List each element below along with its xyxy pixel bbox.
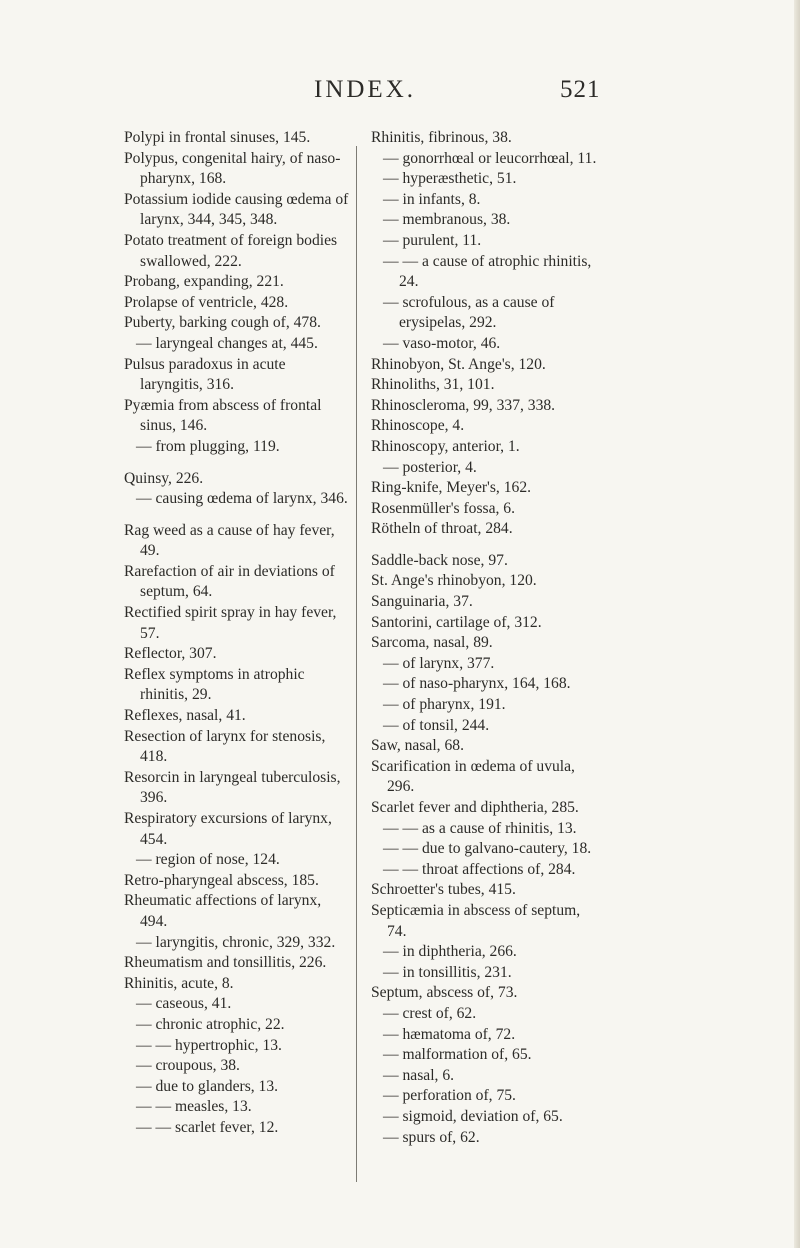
- index-subentry: — malformation of, 65.: [383, 1046, 532, 1064]
- index-entry: Saw, nasal, 68.: [371, 737, 464, 755]
- page-number: 521: [560, 76, 601, 103]
- index-subentry: — of naso-pharynx, 164, 168.: [383, 675, 571, 693]
- index-entry: Rarefaction of air in deviations of septum, 64.: [124, 562, 335, 601]
- index-subentry: — hæmatoma of, 72.: [383, 1025, 516, 1043]
- index-entry: Pyæmia from abscess of frontal sinus, 146.: [124, 396, 322, 435]
- index-entry: Rötheln of throat, 284.: [371, 520, 513, 538]
- index-subentry: — — a cause of atrophic rhinitis, 24.: [383, 252, 592, 291]
- column-divider: [356, 146, 357, 1182]
- index-subentry: — purulent, 11.: [383, 231, 482, 249]
- index-subentry: — causing œdema of larynx, 346.: [136, 490, 348, 508]
- index-subentry: — — due to galvano-cautery, 18.: [383, 840, 592, 858]
- index-subentry: — — hypertrophic, 13.: [136, 1036, 282, 1054]
- index-subentry: — of tonsil, 244.: [383, 716, 490, 734]
- index-entry: Rheumatism and tonsillitis, 226.: [124, 954, 327, 972]
- index-entry: Potato treatment of foreign bodies swallowed, 222.: [124, 231, 338, 270]
- index-entry: Rhinoscopy, anterior, 1.: [371, 437, 520, 455]
- index-subentry: — perforation of, 75.: [383, 1087, 516, 1105]
- index-subentry: — region of nose, 124.: [136, 851, 280, 869]
- index-subentry: — croupous, 38.: [136, 1057, 240, 1075]
- index-subentry: — spurs of, 62.: [383, 1128, 480, 1146]
- index-entry: Rectified spirit spray in hay fever, 57.: [124, 604, 337, 642]
- index-entry: Ring-knife, Meyer's, 162.: [371, 479, 532, 497]
- index-subentry: — due to glanders, 13.: [136, 1077, 279, 1095]
- index-subentry: — crest of, 62.: [383, 1004, 477, 1022]
- index-entry: Probang, expanding, 221.: [124, 273, 284, 291]
- index-entry: Prolapse of ventricle, 428.: [124, 293, 289, 311]
- index-subentry: — chronic atrophic, 22.: [136, 1015, 285, 1033]
- page-header: [0, 76, 800, 116]
- right-index-column: [371, 128, 603, 1148]
- index-entry: Reflex symptoms in atrophic rhinitis, 29.: [124, 665, 305, 704]
- index-subentry: — scrofulous, as a cause of erysipelas, 292.: [383, 293, 555, 332]
- index-entry: Polypi in frontal sinuses, 145.: [124, 129, 311, 146]
- index-subentry: — caseous, 41.: [136, 995, 232, 1013]
- index-entry: Rhinitis, acute, 8.: [124, 974, 234, 992]
- index-entry: Scarification in œdema of uvula, 296.: [371, 757, 575, 796]
- index-subentry: — — measles, 13.: [136, 1098, 252, 1116]
- index-entry: Resection of larynx for stenosis, 418.: [124, 727, 326, 766]
- index-subentry: — sigmoid, deviation of, 65.: [383, 1107, 563, 1125]
- index-subentry: — gonorrhœal or leucorrhœal, 11.: [383, 149, 597, 167]
- index-entry: Schroetter's tubes, 415.: [371, 881, 516, 899]
- index-entry: Rhinoscope, 4.: [371, 417, 465, 435]
- index-entry: Retro-pharyngeal abscess, 185.: [124, 871, 319, 889]
- index-entry: Puberty, barking cough of, 478.: [124, 314, 321, 332]
- index-entry: Rheumatic affections of larynx, 494.: [124, 892, 322, 930]
- index-subentry: — vaso-motor, 46.: [383, 334, 501, 352]
- index-entry: St. Ange's rhinobyon, 120.: [371, 572, 537, 590]
- index-subentry: — in infants, 8.: [383, 190, 481, 208]
- index-entry: Resorcin in laryngeal tuberculosis, 396.: [124, 768, 341, 807]
- index-subentry: — hyperæsthetic, 51.: [383, 170, 517, 188]
- index-subentry: — membranous, 38.: [383, 211, 511, 229]
- index-entry: Scarlet fever and diphtheria, 285.: [371, 799, 579, 816]
- index-subentry: — of pharynx, 191.: [383, 696, 506, 714]
- index-subentry: — from plugging, 119.: [136, 437, 280, 455]
- index-entry: Santorini, cartilage of, 312.: [371, 613, 542, 631]
- index-subentry: — laryngeal changes at, 445.: [136, 334, 318, 352]
- index-entry: Reflexes, nasal, 41.: [124, 707, 246, 725]
- left-index-column: [124, 128, 350, 1139]
- index-entry: Rhinoliths, 31, 101.: [371, 376, 495, 394]
- index-subentry: — in tonsillitis, 231.: [383, 963, 512, 981]
- running-title: INDEX.: [314, 76, 417, 103]
- index-entry: Rhinoscleroma, 99, 337, 338.: [371, 396, 556, 414]
- index-entry: Rag weed as a cause of hay fever, 49.: [124, 521, 335, 560]
- index-entry: Saddle-back nose, 97.: [371, 551, 508, 569]
- index-entry: Rhinitis, fibrinous, 38.: [371, 129, 512, 146]
- index-entry: Rhinobyon, St. Ange's, 120.: [371, 355, 546, 373]
- index-subentry: — posterior, 4.: [383, 458, 477, 476]
- index-subentry: — — scarlet fever, 12.: [136, 1118, 279, 1136]
- index-entry: Potassium iodide causing œdema of larynx, 344, 345, 348.: [124, 190, 349, 229]
- index-entry: Quinsy, 226.: [124, 469, 204, 487]
- index-subentry: — laryngitis, chronic, 329, 332.: [136, 933, 336, 951]
- index-entry: Pulsus paradoxus in acute laryngitis, 316.: [124, 355, 286, 394]
- index-entry: Septicæmia in abscess of septum, 74.: [371, 901, 581, 940]
- index-entry: Sanguinaria, 37.: [371, 593, 473, 611]
- index-entry: Rosenmüller's fossa, 6.: [371, 499, 516, 517]
- index-subentry: — — throat affections of, 284.: [383, 860, 576, 878]
- index-subentry: — nasal, 6.: [383, 1066, 455, 1084]
- index-subentry: — in diphtheria, 266.: [383, 943, 517, 961]
- index-entry: Respiratory excursions of larynx, 454.: [124, 810, 332, 848]
- index-entry: Polypus, congenital hairy, of naso-pharynx, 168.: [124, 149, 341, 188]
- index-entry: Reflector, 307.: [124, 645, 217, 663]
- index-subentry: — — as a cause of rhinitis, 13.: [383, 819, 577, 837]
- index-subentry: — of larynx, 377.: [383, 654, 495, 672]
- index-entry: Septum, abscess of, 73.: [371, 984, 518, 1002]
- index-entry: Sarcoma, nasal, 89.: [371, 634, 493, 652]
- page-edge: [794, 0, 800, 1248]
